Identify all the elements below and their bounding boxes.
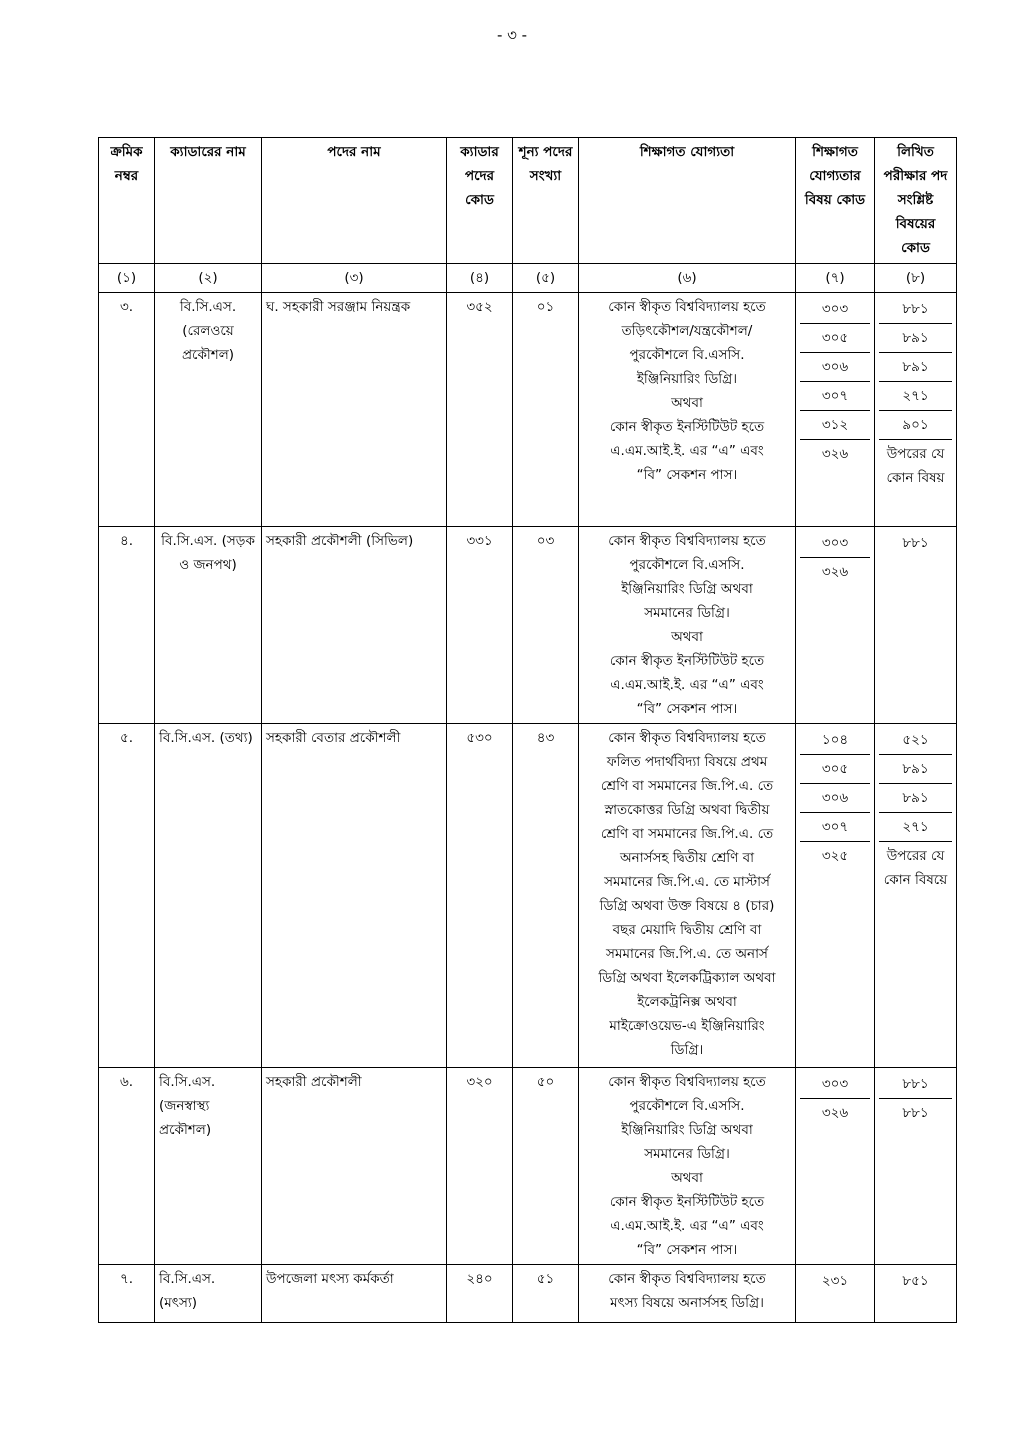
- education-line: সমমানের জি.পি.এ. তে মাস্টার্স: [604, 874, 770, 890]
- column-number: (১): [99, 264, 155, 293]
- education-line: ডিগ্রি অথবা ইলেকট্রিক্যাল অথবা: [598, 970, 776, 986]
- exam-code: ২৭১: [879, 382, 952, 411]
- education-line: স্নাতকোত্তর ডিগ্রি অথবা দ্বিতীয়: [604, 802, 770, 818]
- vacancies-cell: ০৩: [513, 527, 579, 724]
- cadre-cell: বি.সি.এস. (তথ্য): [155, 724, 262, 1068]
- post-cell: ঘ. সহকারী সরঞ্জাম নিয়ন্ত্রক: [262, 293, 447, 527]
- exam-code: ৮৯১: [879, 784, 952, 813]
- header-education: শিক্ষাগত যোগ্যতা: [579, 138, 796, 264]
- exam-code: ৮৮১: [902, 1105, 929, 1121]
- serial-cell: ৭.: [99, 1265, 155, 1323]
- post-cell: উপজেলা মৎস্য কর্মকর্তা: [262, 1265, 447, 1323]
- education-line: কোন স্বীকৃত বিশ্ববিদ্যালয় হতে: [608, 730, 766, 746]
- education-line: তড়িৎকৌশল/যন্ত্রকৌশল/: [621, 323, 753, 339]
- post-cell: সহকারী প্রকৌশলী: [262, 1068, 447, 1265]
- education-line: কোন স্বীকৃত বিশ্ববিদ্যালয় হতে: [608, 1074, 766, 1090]
- exam-code: ৯০১: [879, 411, 952, 440]
- table-row: [99, 724, 957, 1068]
- education-line: “বি” সেকশন পাস।: [636, 701, 738, 717]
- header-row: [99, 138, 957, 264]
- education-line: ইঞ্জিনিয়ারিং ডিগ্রি অথবা: [621, 581, 753, 597]
- exam-code: ৮৮১: [879, 295, 952, 324]
- column-number: (২): [155, 264, 262, 293]
- exam-code: ৮৯১: [879, 755, 952, 784]
- edu-code: ৩২৫: [821, 848, 849, 864]
- edu-code: ৩২৬: [821, 446, 849, 462]
- table-row: [99, 293, 957, 527]
- exam-code-cell: [875, 1068, 957, 1265]
- header-post-name: পদের নাম: [262, 138, 447, 264]
- vacancies-cell: ০১: [513, 293, 579, 527]
- header-serial: ক্রমিক নম্বর: [99, 138, 155, 264]
- education-line: বছর মেয়াদি দ্বিতীয় শ্রেণি বা: [612, 922, 762, 938]
- header-vacancies: শূন্য পদের সংখ্যা: [513, 138, 579, 264]
- column-number: (৪): [447, 264, 513, 293]
- header-cadre-name: ক্যাডারের নাম: [155, 138, 262, 264]
- education-line: কোন স্বীকৃত বিশ্ববিদ্যালয় হতে: [608, 533, 766, 549]
- exam-code: ৮৮১: [902, 535, 929, 551]
- education-line: পুরকৌশলে বি.এসসি.: [629, 557, 745, 573]
- column-number: (৫): [513, 264, 579, 293]
- education-line: কোন স্বীকৃত ইনস্টিটিউট হতে: [609, 653, 765, 669]
- education-line: এ.এম.আই.ই. এর “এ” এবং: [610, 677, 764, 693]
- education-line: ইঞ্জিনিয়ারিং ডিগ্রি।: [636, 371, 738, 387]
- exam-code: ৮৯১: [879, 324, 952, 353]
- cadre-code-cell: ৫৩০: [447, 724, 513, 1068]
- education-line: কোন স্বীকৃত ইনস্টিটিউট হতে: [609, 1194, 765, 1210]
- edu-code: ৩১২: [800, 411, 870, 440]
- education-line: এ.এম.আই.ই. এর “এ” এবং: [610, 443, 764, 459]
- serial-cell: ৫.: [99, 724, 155, 1068]
- vacancies-cell: ৫১: [513, 1265, 579, 1323]
- education-line: শ্রেণি বা সমমানের জি.পি.এ. তে: [600, 826, 774, 842]
- header-cadre-code: ক্যাডার পদের কোড: [447, 138, 513, 264]
- column-number: (৩): [262, 264, 447, 293]
- education-cell: [579, 527, 796, 724]
- education-line: অনার্সসহ দ্বিতীয় শ্রেণি বা: [619, 850, 755, 866]
- edu-code: ৩০৭: [800, 382, 870, 411]
- cadre-cell: বি.সি.এস. (জনস্বাস্থ্য প্রকৌশল): [155, 1068, 262, 1265]
- column-number: (৬): [579, 264, 796, 293]
- education-line: “বি” সেকশন পাস।: [636, 467, 738, 483]
- exam-code: ৮৯১: [879, 353, 952, 382]
- edu-code-cell: [796, 1265, 875, 1323]
- edu-code: ৩২৬: [821, 564, 849, 580]
- education-line: কোন স্বীকৃত বিশ্ববিদ্যালয় হতে: [608, 299, 766, 315]
- serial-cell: ৬.: [99, 1068, 155, 1265]
- exam-code: ৮৫১: [902, 1273, 929, 1289]
- cadre-cell: বি.সি.এস. (সড়ক ও জনপথ): [155, 527, 262, 724]
- education-line: অথবা: [671, 395, 703, 411]
- education-cell: [579, 724, 796, 1068]
- education-cell: [579, 293, 796, 527]
- cadre-cell: বি.সি.এস. (রেলওয়ে প্রকৌশল): [155, 293, 262, 527]
- education-line: মৎস্য বিষয়ে অনার্সসহ ডিগ্রি।: [610, 1295, 764, 1311]
- education-line: কোন স্বীকৃত বিশ্ববিদ্যালয় হতে: [608, 1271, 766, 1287]
- education-cell: [579, 1068, 796, 1265]
- edu-code-cell: [796, 1068, 875, 1265]
- edu-code: ৩০৩: [800, 295, 870, 324]
- column-number-row: [99, 264, 957, 293]
- column-number: (৮): [875, 264, 957, 293]
- education-line: ফলিত পদার্থবিদ্যা বিষয়ে প্রথম: [606, 754, 768, 770]
- exam-code: ২৭১: [879, 813, 952, 842]
- exam-code: ৮৮১: [879, 1070, 952, 1099]
- cadre-code-cell: ৩৫২: [447, 293, 513, 527]
- cadre-cell: বি.সি.এস. (মৎস্য): [155, 1265, 262, 1323]
- education-line: শ্রেণি বা সমমানের জি.পি.এ. তে: [600, 778, 774, 794]
- exam-code-cell: [875, 527, 957, 724]
- education-line: সমমানের ডিগ্রি।: [644, 1146, 730, 1162]
- education-line: অথবা: [671, 1170, 703, 1186]
- edu-code: ৩০৫: [800, 324, 870, 353]
- education-line: অথবা: [671, 629, 703, 645]
- serial-cell: ৪.: [99, 527, 155, 724]
- post-cell: সহকারী প্রকৌশলী (সিভিল): [262, 527, 447, 724]
- header-edu-subject-code: শিক্ষাগত যোগ্যতার বিষয় কোড: [796, 138, 875, 264]
- header-exam-subject-code: লিখিত পরীক্ষার পদ সংশ্লিষ্ট বিষয়ের কোড: [875, 138, 957, 264]
- edu-code: ৩০৩: [800, 1070, 870, 1099]
- education-line: মাইক্রোওয়েভ-এ ইঞ্জিনিয়ারিং: [609, 1018, 765, 1034]
- exam-code-cell: [875, 724, 957, 1068]
- exam-code-cell: [875, 1265, 957, 1323]
- education-line: ইলেকট্রনিক্স অথবা: [637, 994, 737, 1010]
- post-cell: সহকারী বেতার প্রকৌশলী: [262, 724, 447, 1068]
- vacancies-cell: ৪৩: [513, 724, 579, 1068]
- education-line: সমমানের ডিগ্রি।: [644, 605, 730, 621]
- edu-code: ৩২৬: [821, 1105, 849, 1121]
- education-line: এ.এম.আই.ই. এর “এ” এবং: [610, 1218, 764, 1234]
- column-number: (৭): [796, 264, 875, 293]
- education-line: ডিগ্রি।: [670, 1042, 704, 1058]
- edu-code: ৩০৫: [800, 755, 870, 784]
- exam-code: ৫২১: [879, 726, 952, 755]
- edu-code: ৩০৬: [800, 353, 870, 382]
- education-line: কোন স্বীকৃত ইনস্টিটিউট হতে: [609, 419, 765, 435]
- education-line: ডিগ্রি অথবা উক্ত বিষয়ে ৪ (চার): [599, 898, 775, 914]
- exam-code: উপরের যে কোন বিষয়: [886, 446, 945, 486]
- education-line: সমমানের জি.পি.এ. তে অনার্স: [606, 946, 768, 962]
- table-row: [99, 1068, 957, 1265]
- edu-code: ৩০৩: [800, 529, 870, 558]
- education-line: ইঞ্জিনিয়ারিং ডিগ্রি অথবা: [621, 1122, 753, 1138]
- edu-code: ৩০৬: [800, 784, 870, 813]
- exam-code-cell: [875, 293, 957, 527]
- cadre-post-table: [98, 137, 957, 1323]
- cadre-code-cell: ২৪০: [447, 1265, 513, 1323]
- education-line: পুরকৌশলে বি.এসসি.: [629, 1098, 745, 1114]
- edu-code-cell: [796, 293, 875, 527]
- exam-code: উপরের যে কোন বিষয়ে: [883, 848, 948, 888]
- edu-code: ৩০৭: [800, 813, 870, 842]
- cadre-code-cell: ৩২০: [447, 1068, 513, 1265]
- vacancies-cell: ৫০: [513, 1068, 579, 1265]
- cadre-code-cell: ৩৩১: [447, 527, 513, 724]
- edu-code: ২৩১: [821, 1273, 849, 1289]
- education-cell: [579, 1265, 796, 1323]
- edu-code-cell: [796, 527, 875, 724]
- edu-code-cell: [796, 724, 875, 1068]
- edu-code: ১০৪: [800, 726, 870, 755]
- table-row: [99, 1265, 957, 1323]
- education-line: “বি” সেকশন পাস।: [636, 1242, 738, 1258]
- education-line: পুরকৌশলে বি.এসসি.: [629, 347, 745, 363]
- page-number: - ৩ -: [496, 26, 528, 44]
- table-row: [99, 527, 957, 724]
- serial-cell: ৩.: [99, 293, 155, 527]
